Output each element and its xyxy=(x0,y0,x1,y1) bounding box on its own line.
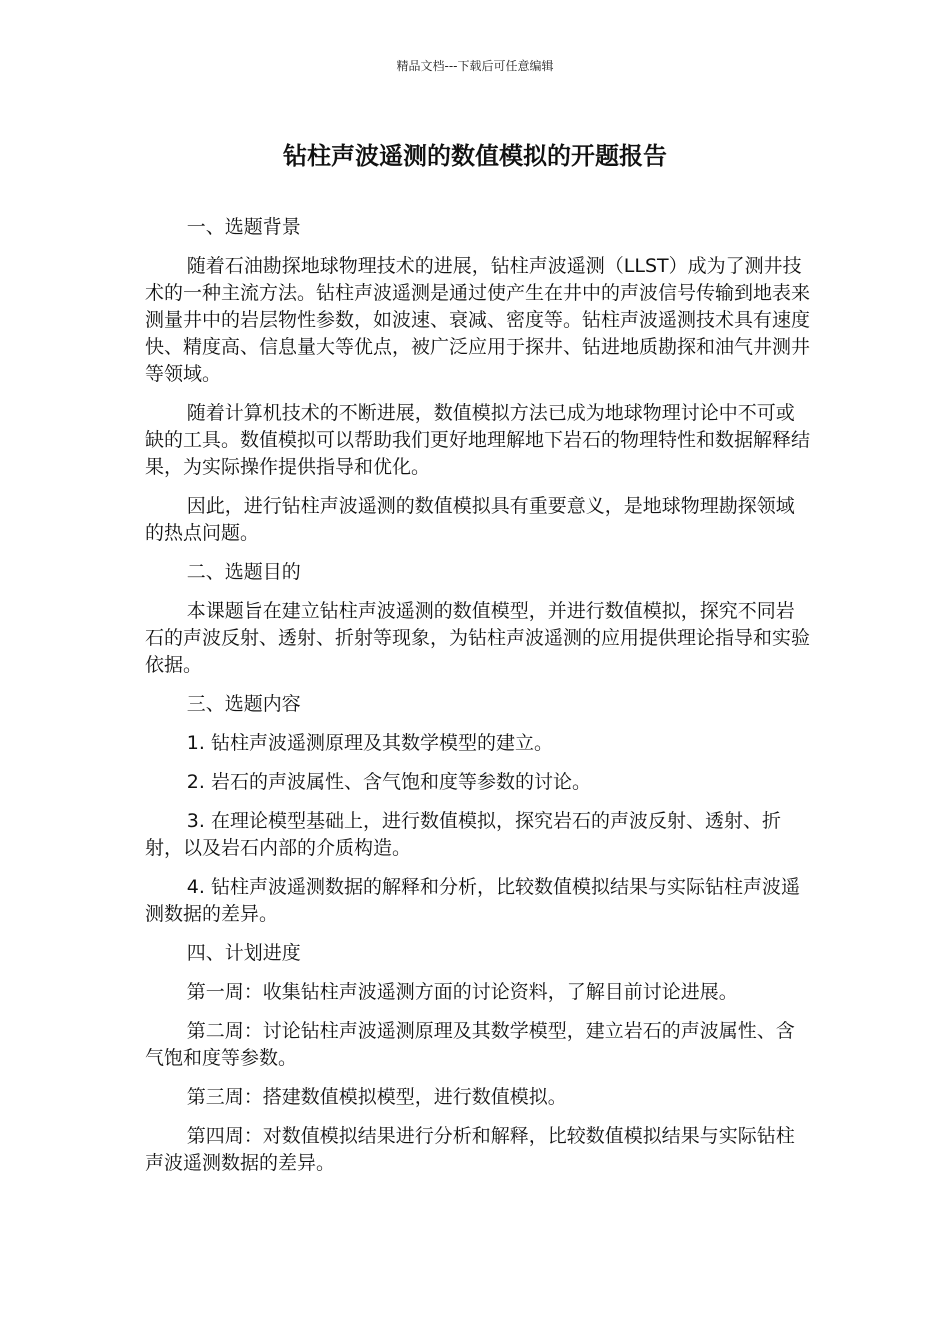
content-item-4: 4. 钻柱声波遥测数据的解释和分析，比较数值模拟结果与实际钻柱声波遥测数据的差异。 xyxy=(145,876,800,925)
content-item-2: 2. 岩石的声波属性、含气饱和度等参数的讨论。 xyxy=(186,771,591,793)
schedule-week-1: 第一周：收集钻柱声波遥测方面的讨论资料，了解目前讨论进展。 xyxy=(186,981,738,1003)
schedule-week-2: 第二周：讨论钻柱声波遥测原理及其数学模型，建立岩石的声波属性、含气饱和度等参数。 xyxy=(145,1020,795,1069)
schedule-week-3: 第三周：搭建数值模拟模型，进行数值模拟。 xyxy=(186,1086,567,1108)
page-header-note: 精品文档---下载后可任意编辑 xyxy=(396,59,554,73)
document-title: 钻柱声波遥测的数值模拟的开题报告 xyxy=(283,142,667,170)
section-heading-content: 三、选题内容 xyxy=(186,693,301,715)
paragraph-background-1: 随着石油勘探地球物理技术的进展，钻柱声波遥测（LLST）成为了测井技术的一种主流方法。钻柱声波遥测是通过使产生在井中的声波信号传输到地表来测量井中的岩层物性参数，如波速、衰减、密度等。钻柱声波遥测技术具有速度快、精度高、信息量大等优点，被广泛应用于探井、钻进地质勘探和油气井测井等领域。 xyxy=(145,255,811,385)
paragraph-purpose: 本课题旨在建立钻柱声波遥测的数值模型，并进行数值模拟，探究不同岩石的声波反射、透射、折射等现象，为钻柱声波遥测的应用提供理论指导和实验依据。 xyxy=(145,600,811,676)
content-item-1: 1. 钻柱声波遥测原理及其数学模型的建立。 xyxy=(186,732,553,754)
section-heading-purpose: 二、选题目的 xyxy=(186,561,301,583)
document-body xyxy=(145,214,810,1189)
paragraph-background-3: 因此，进行钻柱声波遥测的数值模拟具有重要意义，是地球物理勘探领域的热点问题。 xyxy=(145,495,795,544)
paragraph-background-2: 随着计算机技术的不断进展，数值模拟方法已成为地球物理讨论中不可或缺的工具。数值模拟可以帮助我们更好地理解地下岩石的物理特性和数据解释结果，为实际操作提供指导和优化。 xyxy=(145,402,811,478)
section-heading-background: 一、选题背景 xyxy=(186,216,301,238)
schedule-week-4: 第四周：对数值模拟结果进行分析和解释，比较数值模拟结果与实际钻柱声波遥测数据的差异。 xyxy=(145,1125,795,1174)
section-heading-schedule: 四、计划进度 xyxy=(186,942,301,964)
content-item-3: 3. 在理论模型基础上，进行数值模拟，探究岩石的声波反射、透射、折射，以及岩石内部的介质构造。 xyxy=(145,810,781,859)
